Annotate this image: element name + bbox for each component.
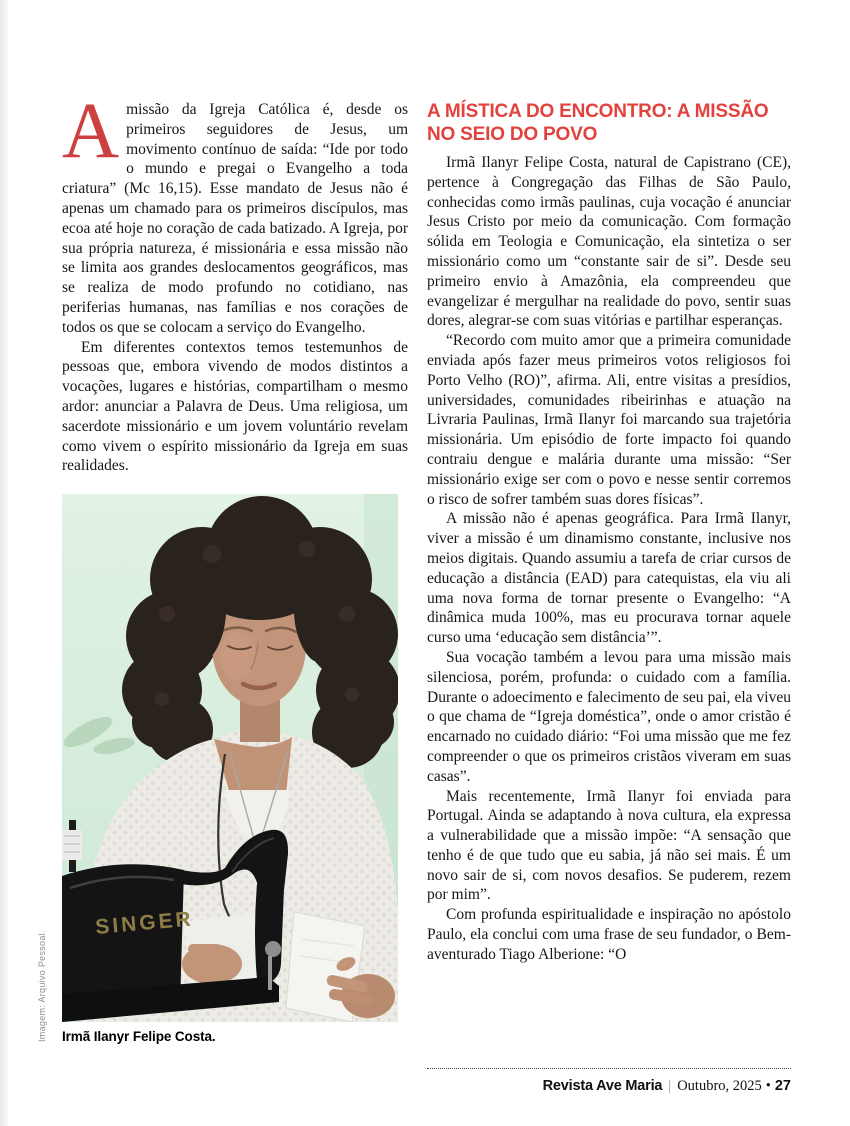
paragraph: Em diferentes contextos temos testemunhos de pessoas que, embora vivendo de modos distintos a vocações, lugares e histórias, compartilham o mesmo ardor: anunciar a Palavra de Deus. Uma religiosa, um sacerdote missionário e um jovem voluntário revelam como vivem o espírito missionário da Igreja em suas realidades.	[62, 338, 408, 475]
left-hand	[182, 944, 242, 984]
paragraph: Com profunda espiritualidade e inspiração no apóstolo Paulo, ela conclui com uma frase de seu fundador, o Bem-aventurado Tiago Alberione: “O	[427, 906, 791, 963]
page-number: 27	[774, 1078, 791, 1094]
photo-credit: Imagem: Arquivo Pessoal.	[37, 930, 47, 1043]
photo-woman-sewing-machine	[62, 494, 398, 1022]
paragraph: A missão não é apenas geográfica. Para Irmã Ilanyr, viver a missão é um dinamismo constante, inclusive nos meios digitais. Quando assumiu a tarefa de criar cursos de educação a distância (EAD) para catequistas, ela viu ali uma nova forma de tornar presente o Evangelho: “A dinâmica muda 100%, mas eu procurava tornar aquele curso uma ‘educação sem distância’”.	[427, 510, 791, 647]
singer-logo-text: SINGER	[94, 907, 195, 940]
intro-paragraph	[62, 88, 408, 338]
paragraph: Irmã Ilanyr Felipe Costa, natural de Capistrano (CE), pertence à Congregação das Filhas de São Paulo, conhecidas como irmãs paulinas, cuja vocação é anunciar Jesus Cristo por meio da comunicação. Com formação sólida em Teologia e Comunicação, ela sintetiza o ser missionário como um “constante sair de si”. Desde seu primeiro envio à Amazônia, ela compreendeu que evangelizar é mergulhar na realidade do povo, sentir suas dores, alegrar-se com suas vitórias e partilhar esperanças.	[427, 154, 791, 330]
drop-cap: A	[62, 88, 120, 175]
right-column	[427, 100, 791, 965]
photo-caption: Irmã Ilanyr Felipe Costa.	[62, 1029, 216, 1045]
paragraph-text: missão da Igreja Católica é, desde os primeiros seguidores de Jesus, um movimento contínuo de saída: “Ide por todo o mundo e pregai o Evangelho a toda criatura” (Mc 16,15). Esse mandato de Jesus não é apenas um chamado para os primeiros discípulos, mas ecoa até hoje no coração de cada batizado. A Igreja, por sua própria natureza, é missionária e essa missão não se limita aos grandes deslocamentos geográficos, mas se realiza de modo profundo no cotidiano, nas periferias humanas, nas famílias e nos corações de todos os que se colocam a serviço do Evangelho.	[62, 101, 408, 336]
magazine-name: Revista Ave Maria	[542, 1078, 663, 1094]
footer-bullet: •	[765, 1078, 771, 1094]
paragraph: Mais recentemente, Irmã Ilanyr foi enviada para Portugal. Ainda se adaptando à nova cultura, ela expressa a vulnerabilidade que a missão impõe: “A sensação que tenho é de que tudo que eu sabia, já não sei mais. É um novo sair de si, com novos desafios. Se puderem, rezem por mim”.	[427, 787, 791, 904]
paragraph: “Recordo com muito amor que a primeira comunidade enviada após fazer meus primeiros votos religiosos foi Porto Velho (RO)”, afirma. Ali, entre visitas a presídios, universidades, comunidades ribeirinhas e atuação na Livraria Paulinas, Irmã Ilanyr foi marcando sua trajetória missionária. Um episódio de forte impacto foi quando contraiu dengue e malária durante uma missão: “Ser missionário exige ser com o povo e nesse sentir corremos o risco de sofrer também suas dores físicas”.	[427, 332, 791, 508]
page-footer	[427, 1068, 791, 1095]
left-column	[37, 88, 408, 1045]
footer-separator: |	[668, 1078, 672, 1094]
thread-spool	[62, 830, 82, 860]
issue-date: Outubro, 2025	[677, 1078, 762, 1094]
paragraph: Sua vocação também a levou para uma missão mais silenciosa, porém, profunda: o cuidado com a família. Durante o adoecimento e falecimento de seu pai, ela viveu o que chama de “Igreja doméstica”, onde o amor cristão é encarnado no cuidado diário: “Foi uma missão que me fez compreender o que os primeiros cristãos viveram em suas casas”.	[427, 648, 791, 785]
photo-figure	[37, 494, 398, 1045]
tension-knob	[265, 941, 281, 957]
section-heading: A MÍSTICA DO ENCONTRO: A MISSÃO NO SEIO DO POVO	[427, 101, 769, 145]
cheek-highlight	[220, 632, 256, 680]
page-edge-shadow	[0, 0, 10, 1126]
needle-bar	[268, 956, 272, 990]
